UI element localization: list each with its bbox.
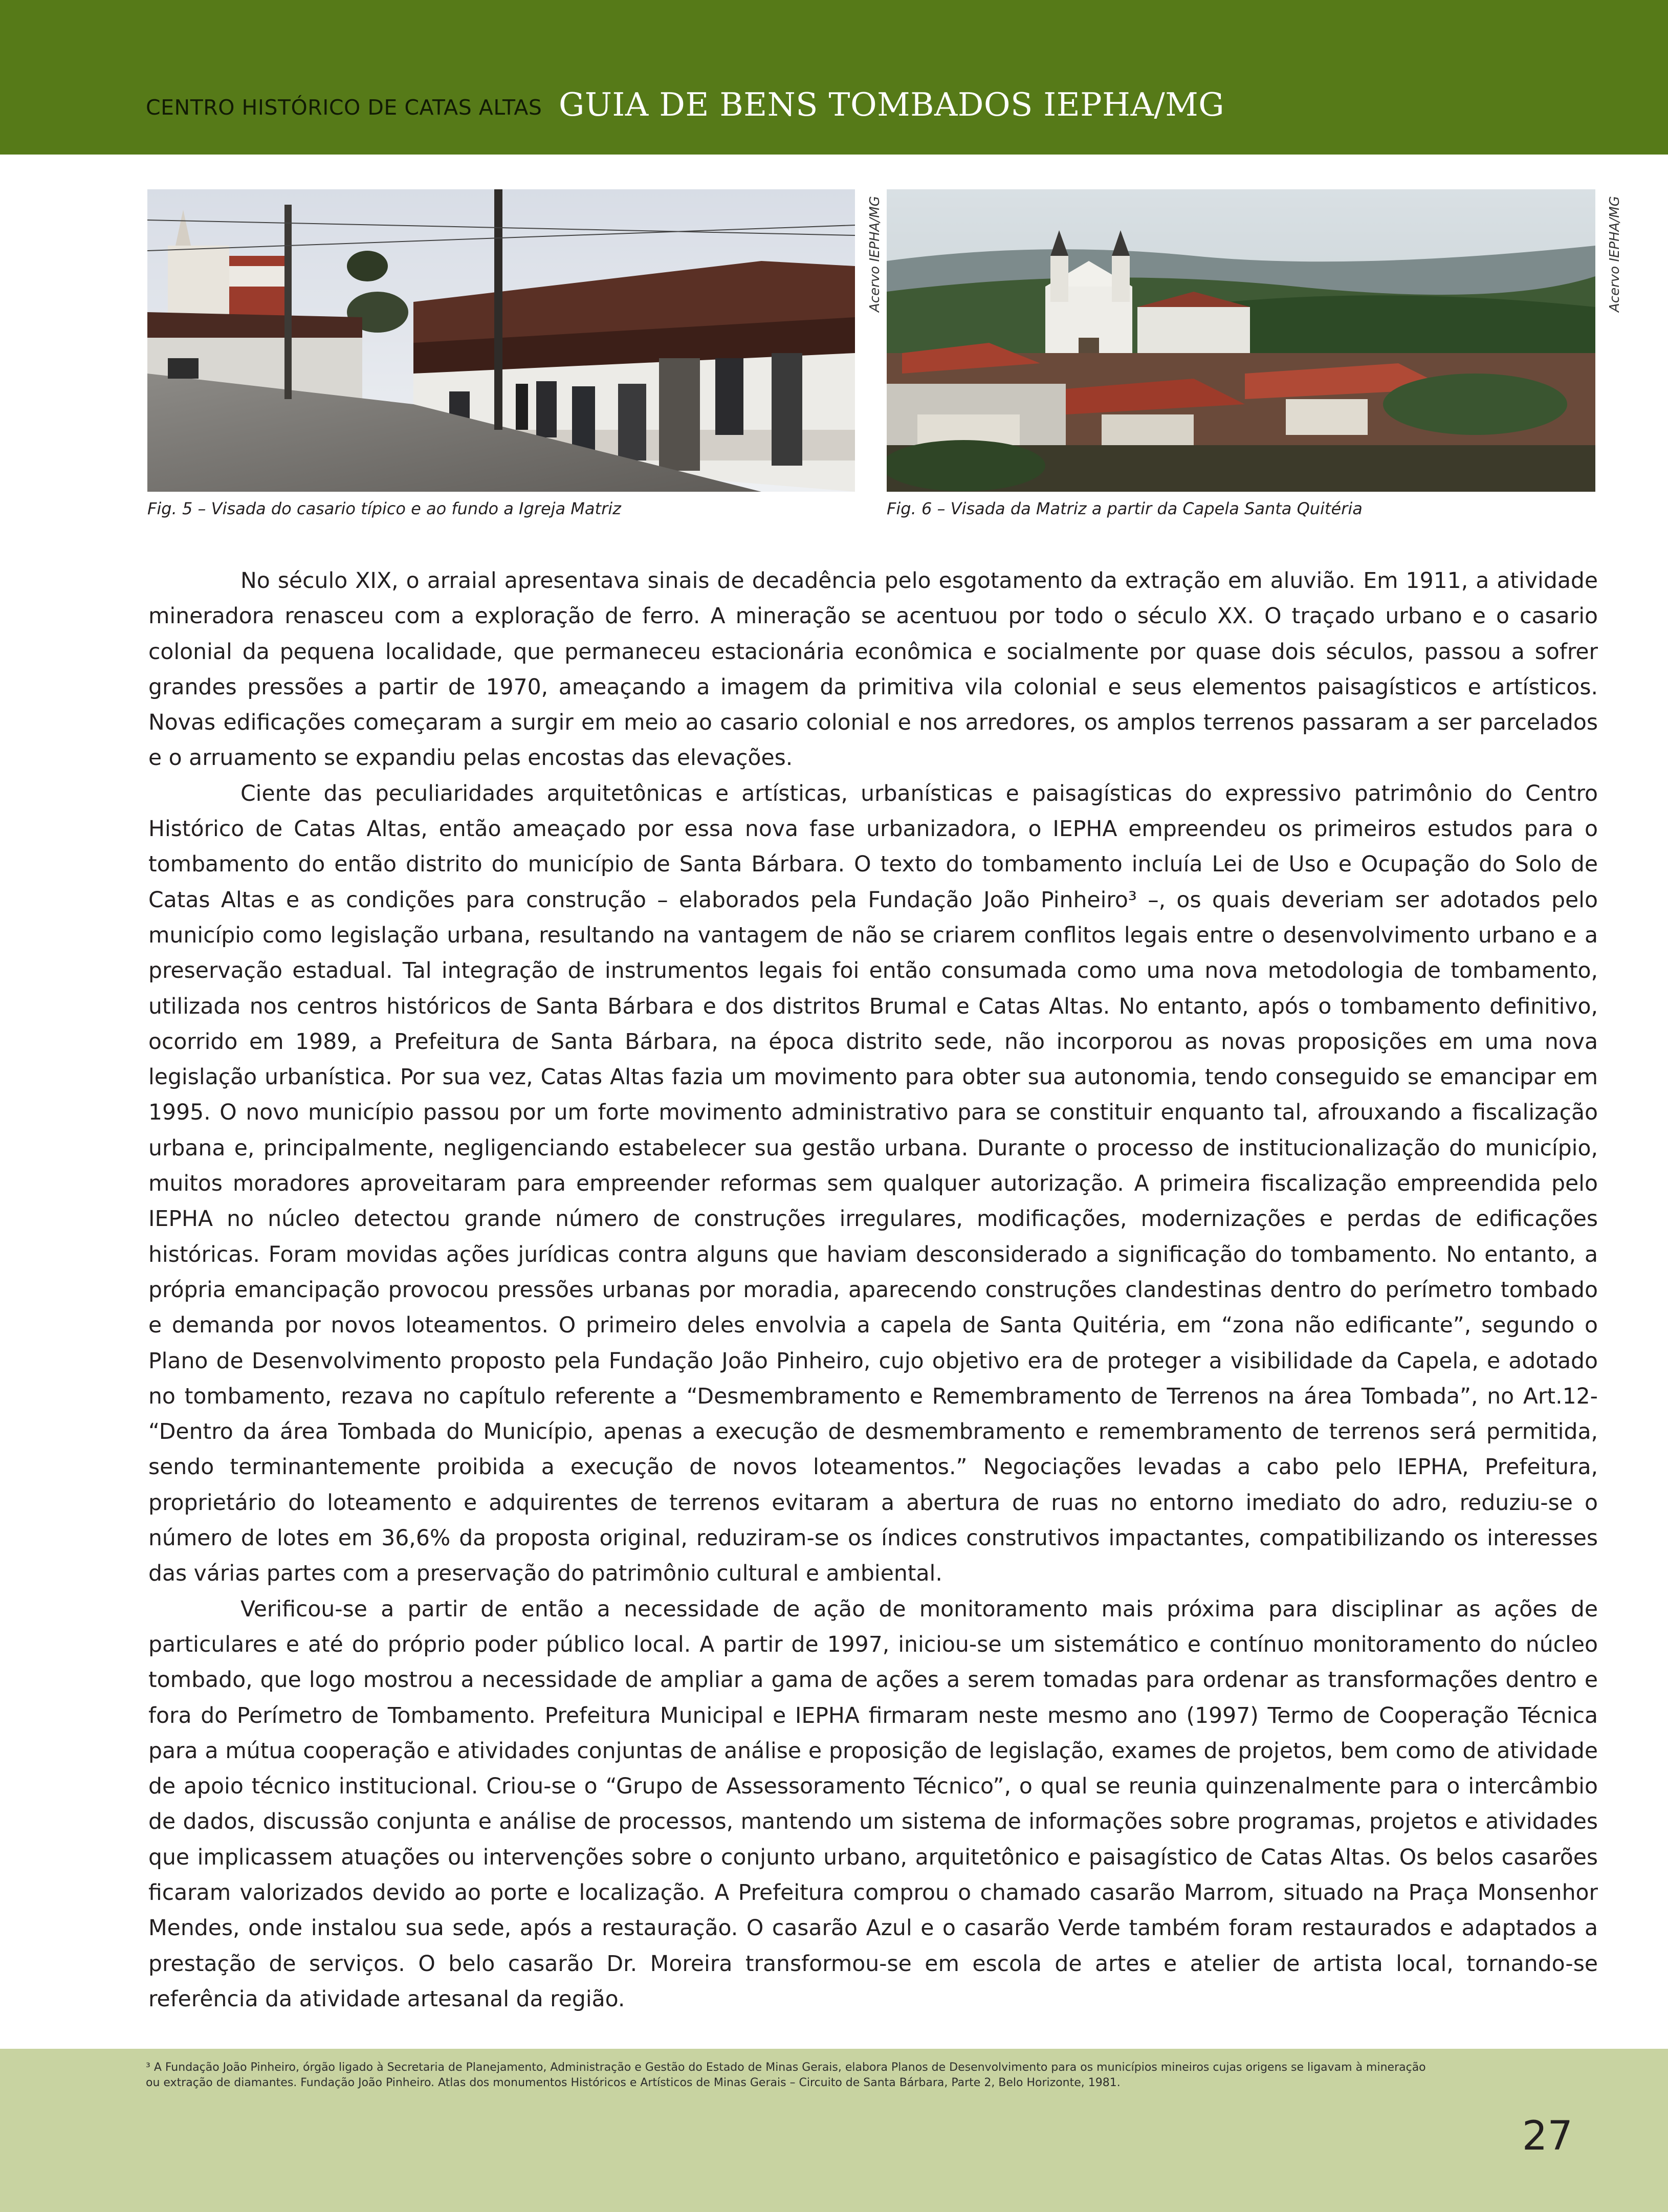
footnote — [146, 2060, 1507, 2091]
figure-6-photo — [887, 189, 1595, 492]
figure-6-caption: Fig. 6 – Visada da Matriz a partir da Capela Santa Quitéria — [887, 499, 1363, 518]
paragraph-1: No século XIX, o arraial apresentava sinais de decadência pelo esgotamento da extração em aluvião. Em 1911, a atividade mineradora renasceu com a exploração de ferro. A mineração se acentuou por todo o século XX. O traçado urbano e o casario colonial da pequena localidade, que permaneceu estacionária econômica e socialmente por quase dois séculos, passou a sofrer grandes pressões a partir de 1970, ameaçando a imagem da primitiva vila colonial e seus elementos paisagísticos e artísticos. Novas edificações começaram a surgir em meio ao casario colonial e nos arredores, os amplos terrenos passaram a ser parcelados e o arruamento se expandiu pelas encostas das elevações. — [148, 568, 1598, 771]
paragraph-3: Verificou-se a partir de então a necessidade de ação de monitoramento mais próxima para disciplinar as ações de particulares e até do próprio poder público local. A partir de 1997, iniciou-se um sistemático e contínuo monitoramento do núcleo tombado, que logo mostrou a necessidade de ampliar a gama de ações a serem tomadas para ordenar as transformações dentro e fora do Perímetro de Tombamento. Prefeitura Municipal e IEPHA firmaram neste mesmo ano (1997) Termo de Cooperação Técnica para a mútua cooperação e atividades conjuntas de análise e proposição de legislação, exames de projetos, bem como de atividade de apoio técnico institucional. Criou-se o “Grupo de Assessoramento Técnico”, o qual se reunia quinzenalmente para o intercâmbio de dados, discussão conjunta e análise de processos, mantendo um sistema de informações sobre programas, projetos e atividades que implicassem atuações ou intervenções sobre o conjunto urbano, arquitetônico e paisagístico de Catas Altas. Os belos casarões ficaram valorizados devido ao porte e localização. A Prefeitura comprou o chamado casarão Marrom, situado na Praça Monsenhor Mendes, onde instalou sua sede, após a restauração. O casarão Azul e o casarão Verde também foram restaurados e adaptados a prestação de serviços. O belo casarão Dr. Moreira transformou-se em escola de artes e atelier de artista local, tornando-se referência da atividade artesanal da região. — [148, 1596, 1598, 2012]
figure-5-credit: Acervo IEPHA/MG — [867, 196, 883, 312]
guide-title: GUIA DE BENS TOMBADOS IEPHA/MG — [559, 86, 1225, 123]
page-header — [0, 0, 1668, 155]
paragraph-2: Ciente das peculiaridades arquitetônicas e artísticas, urbanísticas e paisagísticas do expressivo patrimônio do Centro Histórico de Catas Altas, então ameaçado por essa nova fase urbanizadora, o IEPHA empreendeu os primeiros estudos para o tombamento do então distrito do município de Santa Bárbara. O texto do tombamento incluía Lei de Uso e Ocupação do Solo de Catas Altas e as condições para construção – elaborados pela Fundação João Pinheiro³ –, os quais deveriam ser adotados pelo município como legislação urbana, resultando na vantagem de não se criarem conflitos legais entre o desenvolvimento urbano e a preservação estadual. Tal integração de instrumentos legais foi então consumada como uma nova metodologia de tombamento, utilizada nos centros históricos de Santa Bárbara e dos distritos Brumal e Catas Altas. No entanto, após o tombamento definitivo, ocorrido em 1989, a Prefeitura de Santa Bárbara, na época distrito sede, não incorporou as novas proposições em uma nova legislação urbanística. Por sua vez, Catas Altas fazia um movimento para obter sua autonomia, tendo conseguido se emancipar em 1995. O novo município passou por um forte movimento administrativo para se constituir enquanto tal, afrouxando a fiscalização urbana e, principalmente, negligenciando estabelecer sua gestão urbana. Durante o processo de institucionalização do município, muitos moradores aproveitaram para empreender reformas sem qualquer autorização. A primeira fiscalização empreendida pelo IEPHA no núcleo detectou grande número de construções irregulares, modificações, modernizações e perdas de edificações históricas. Foram movidas ações jurídicas contra alguns que haviam desconsiderado a significação do tombamento. No entanto, a própria emancipação provocou pressões urbanas por moradia, aparecendo construções clandestinas dentro do perímetro tombado e demanda por novos loteamentos. O primeiro deles envolvia a capela de Santa Quitéria, em “zona não edificante”, segundo o Plano de Desenvolvimento proposto pela Fundação João Pinheiro, cujo objetivo era de proteger a visibilidade da Capela, e adotado no tombamento, rezava no capítulo referente a “Desmembramento e Remembramento de Terrenos na área Tombada”, no Art.12- “Dentro da área Tombada do Município, apenas a execução de desmembramento e remembramento de terrenos será permitida, sendo terminantemente proibida a execução de novos loteamentos.” Negociações levadas a cabo pelo IEPHA, Prefeitura, proprietário do loteamento e adquirentes de terrenos evitaram a abertura de ruas no entorno imediato do adro, reduziu-se o número de lotes em 36,6% da proposta original, reduziram-se os índices construtivos impactantes, compatibilizando os interesses das várias partes com a preservação do patrimônio cultural e ambiental. — [148, 781, 1598, 1587]
figure-5-photo — [147, 189, 855, 492]
footnote-line-1: ³ A Fundação João Pinheiro, órgão ligado à Secretaria de Planejamento, Administração e Gestão do Estado de Minas Gerais, elabora Planos de Desenvolvimento para os municípios mineiros cujas origens se ligavam à mineração — [146, 2061, 1426, 2074]
figure-5-caption: Fig. 5 – Visada do casario típico e ao fundo a Igreja Matriz — [147, 499, 621, 518]
series-title: CENTRO HISTÓRICO DE CATAS ALTAS — [146, 95, 542, 120]
figure-6-credit: Acervo IEPHA/MG — [1607, 196, 1622, 312]
article-body — [148, 563, 1598, 2017]
footnote-line-2: ou extração de diamantes. Fundação João Pinheiro. Atlas dos monumentos Históricos e Artísticos de Minas Gerais – Circuito de Santa Bárbara, Parte 2, Belo Horizonte, 1981. — [146, 2076, 1121, 2089]
page-number: 27 — [1522, 2113, 1573, 2159]
